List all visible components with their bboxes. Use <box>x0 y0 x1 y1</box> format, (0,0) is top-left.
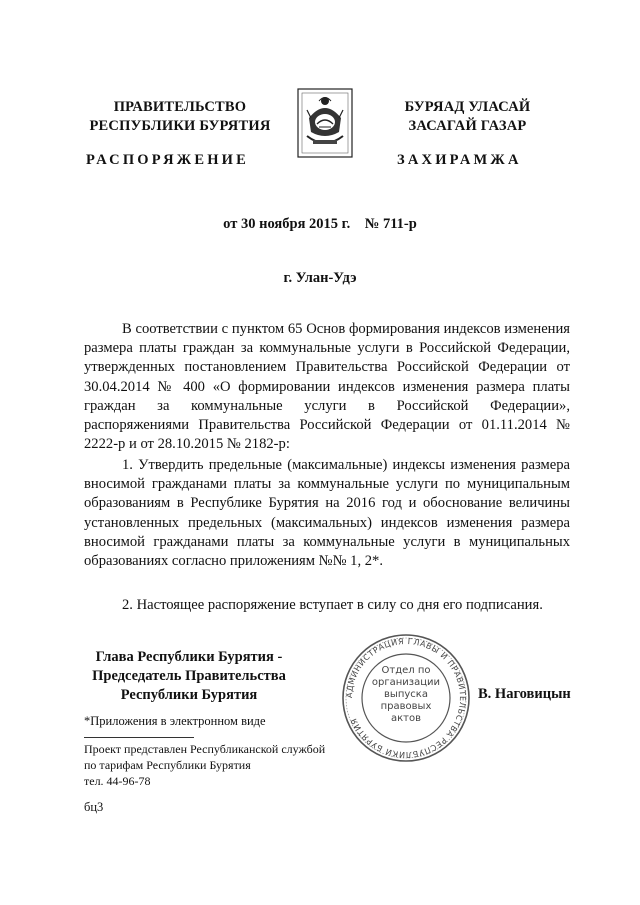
org-name-bua-line1: БУРЯАД УЛАСАЙ <box>404 99 531 115</box>
footnote: *Приложения в электронном виде <box>84 714 266 728</box>
stamp-line2: организации <box>371 677 441 688</box>
divider <box>84 737 194 738</box>
stamp-line5: актов <box>390 713 421 724</box>
signatory-title-line1: Глава Республики Бурятия - <box>95 649 283 665</box>
doc-type-ru: РАСПОРЯЖЕНИЕ <box>86 152 250 168</box>
header-right-org <box>375 98 560 136</box>
prepared-line3: тел. 44-96-78 <box>84 774 151 788</box>
date-number: от 30 ноября 2015 г. № 711-р <box>223 216 417 232</box>
coat-of-arms-icon <box>297 88 353 158</box>
stamp-ring-text: АДМИНИСТРАЦИЯ ГЛАВЫ И ПРАВИТЕЛЬСТВА РЕСПУБЛИКИ БУРЯТИЯ <box>344 636 468 760</box>
preamble-paragraph: В соответствии с пунктом 65 Основ формирования индексов изменения размера платы граждан за коммунальные услуги в Российской Федерации, утвержденных постановлением Правительства Российской Федерации от 30.04.2014 № 400 «О формировании индексов изменения размера платы граждан за коммунальные услуги в Российской Федерации», распоряжениями Правительства Российской Федерации от 01.11.2014 № 2222-р и от 28.10.2015 № 2182-р: <box>84 321 570 453</box>
item-2-paragraph: 2. Настоящее распоряжение вступает в силу со дня его подписания. <box>122 597 543 613</box>
official-stamp <box>340 632 472 764</box>
city: г. Улан-Удэ <box>283 270 357 286</box>
signatory-title-line3: Республики Бурятия <box>120 687 258 703</box>
document-code: бц3 <box>84 800 104 814</box>
prepared-by <box>84 741 325 789</box>
org-name-ru-line2: РЕСПУБЛИКИ БУРЯТИЯ <box>89 118 271 134</box>
stamp-line3: выпуска <box>384 689 428 700</box>
stamp-center-text <box>366 665 446 725</box>
org-name-bua-line2: ЗАСАГАЙ ГАЗАР <box>408 118 527 134</box>
org-name-ru-line1: ПРАВИТЕЛЬСТВО <box>113 99 247 115</box>
item-1-paragraph: 1. Утвердить предельные (максимальные) индексы изменения размера вносимой гражданами платы за коммунальные услуги по муниципальным образованиям в Республике Бурятия на 2016 год и обоснование величины установленных предельных (максимальных) индексов изменения размера вносимой гражданами платы за коммунальные услуги в муниципальных образованиях согласно приложениям №№ 1, 2*. <box>84 457 570 570</box>
doc-type-bua: ЗАХИРАМЖА <box>397 152 522 168</box>
stamp-line1: Отдел по <box>381 665 431 676</box>
stamp-line4: правовых <box>380 701 432 712</box>
prepared-line2: по тарифам Республики Бурятия <box>84 758 251 772</box>
signatory-title-line2: Председатель Правительства <box>92 668 286 684</box>
header-left-org <box>70 98 290 136</box>
signatory-title <box>80 648 298 705</box>
signatory-name: В. Наговицын <box>478 686 571 702</box>
prepared-line1: Проект представлен Республиканской службой <box>84 742 326 756</box>
